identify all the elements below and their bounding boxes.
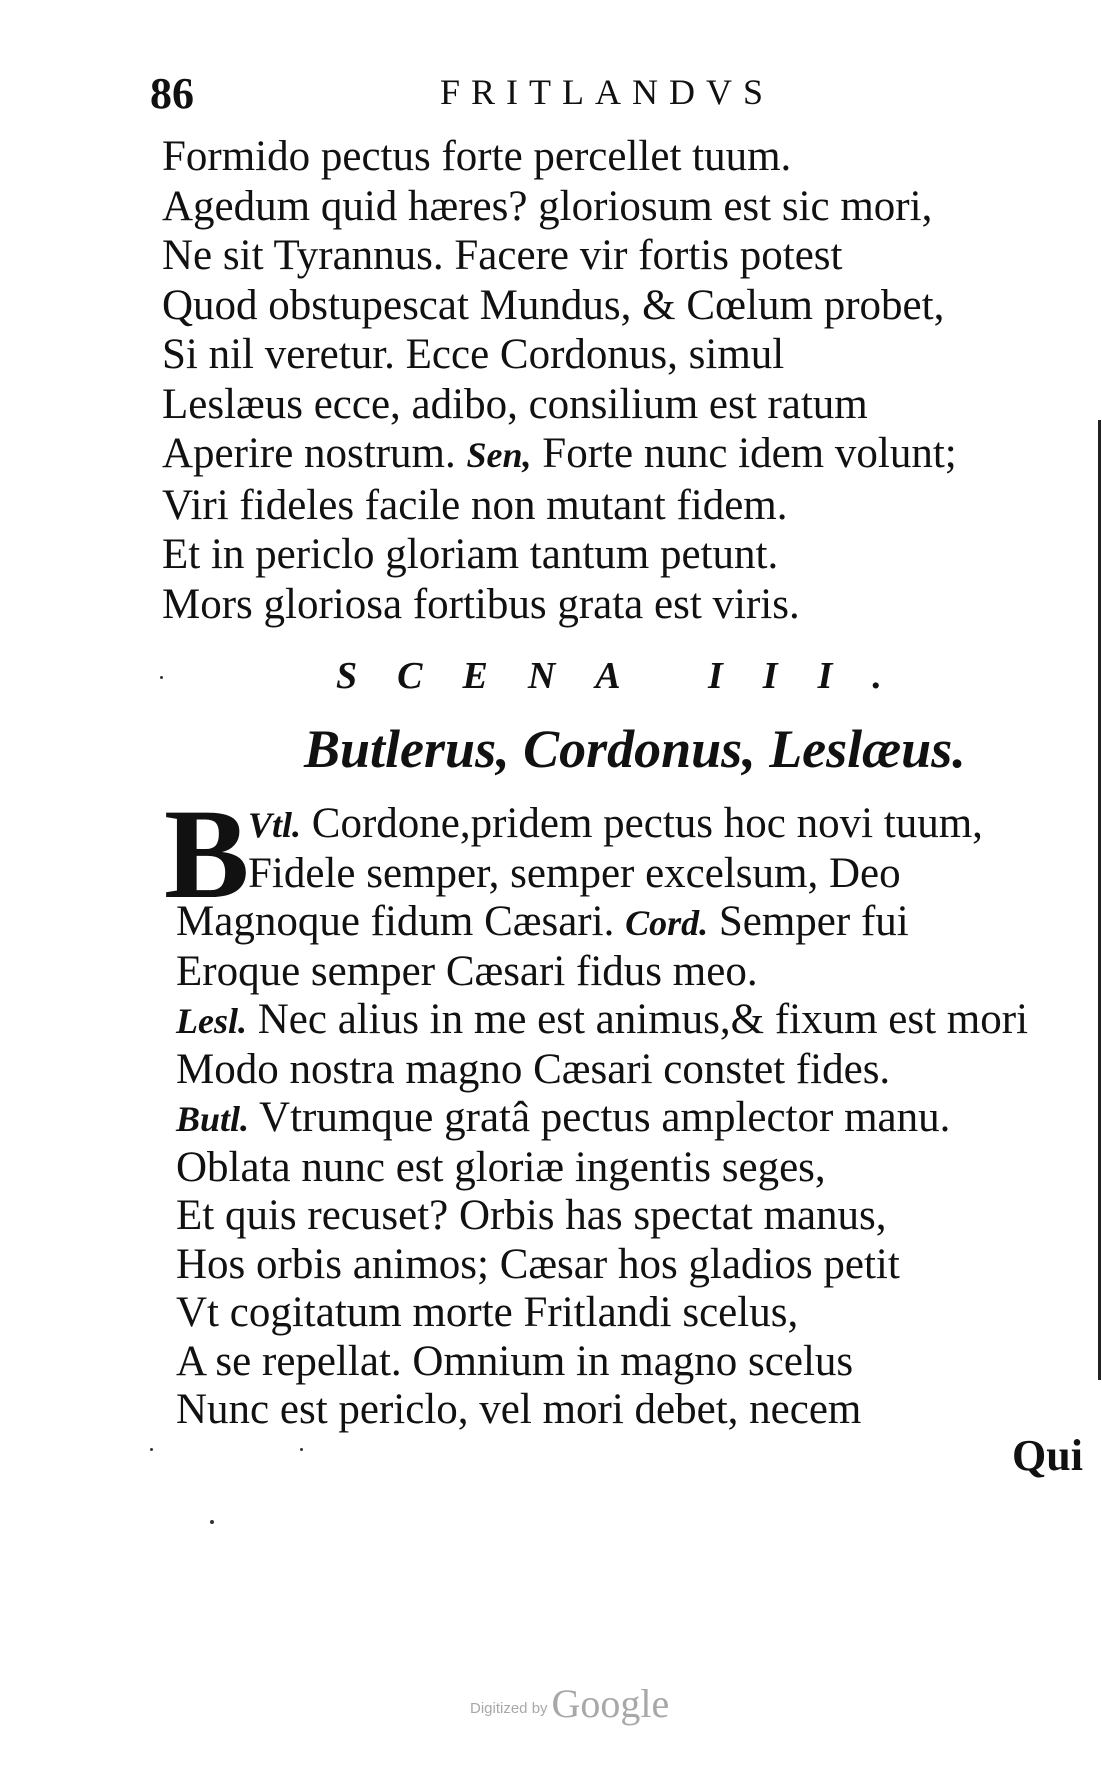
ink-speck — [150, 1448, 153, 1451]
verse-text: Semper fui — [708, 898, 909, 945]
verse-line: Agedum quid hæres? gloriosum est sic mori, — [162, 182, 933, 230]
scene-heading: SCENA III. — [336, 655, 922, 697]
speaker-label: Butl. — [176, 1099, 250, 1139]
verse-text: Forte nunc idem volunt; — [531, 430, 957, 477]
verse-line: Mors gloriosa fortibus grata est viris. — [162, 580, 800, 628]
dialogue-line: Vt cogitatum morte Fritlandi scelus, — [176, 1289, 799, 1336]
dialogue-line — [176, 800, 1028, 850]
verse-text: Cordone,pridem pectus hoc novi tuum, — [301, 800, 983, 847]
speaker-label: Vtl. — [248, 805, 302, 845]
dialogue-line — [176, 1094, 1028, 1144]
verse-text: Aperire nostrum. — [162, 430, 467, 477]
watermark-prefix: Digitized by — [470, 1700, 548, 1717]
speaker-label: Lesl. — [176, 1001, 247, 1041]
ink-speck — [160, 676, 163, 679]
dialogue-line: Hos orbis animos; Cæsar hos gladios petit — [176, 1240, 900, 1288]
dialogue-line: Modo nostra magno Cæsari constet fides. — [176, 1045, 891, 1093]
dialogue-line: Et quis recuset? Orbis has spectat manus, — [176, 1192, 887, 1239]
verse-line: Formido pectus forte percellet tuum. — [162, 133, 792, 180]
speaker-label: Sen, — [466, 435, 532, 475]
verse-line: Quod obstupescat Mundus, & Cœlum probet, — [162, 281, 945, 329]
running-title: FRITLANDVS — [440, 72, 775, 112]
dialogue-line — [176, 898, 1028, 948]
verse-line: Et in periclo gloriam tantum petunt. — [162, 531, 779, 578]
dialogue-line: Fidele semper, semper excelsum, Deo — [248, 849, 901, 897]
dialogue-block — [176, 800, 1028, 1435]
page-number: 86 — [150, 69, 194, 118]
verse-line: Si nil veretur. Ecce Cordonus, simul — [162, 331, 785, 378]
verse-line: Ne sit Tyrannus. Facere vir fortis potest — [162, 232, 843, 279]
dialogue-line: Oblata nunc est gloriæ ingentis seges, — [176, 1143, 826, 1191]
speaker-label: Cord. — [625, 903, 709, 943]
verse-text: Vtrumque gratâ pectus amplector manu. — [249, 1094, 951, 1141]
dialogue-line: A se repellat. Omnium in magno scelus — [176, 1337, 854, 1385]
verse-text: Nec alius in me est animus,& fixum est mori — [246, 996, 1029, 1043]
scene-characters: Butlerus, Cordonus, Leslæus. — [304, 719, 966, 779]
verse-block-top — [162, 132, 957, 629]
digitization-watermark — [470, 1680, 669, 1727]
ink-speck — [300, 1448, 303, 1451]
dialogue-line: Nunc est periclo, vel mori debet, necem — [176, 1386, 862, 1433]
dialogue-line: Eroque semper Cæsari fidus meo. — [176, 947, 758, 995]
drop-cap: B — [164, 783, 250, 925]
verse-line — [162, 429, 957, 481]
ink-speck — [210, 1520, 214, 1524]
verse-line: Leslæus ecce, adibo, consilium est ratum — [162, 380, 868, 428]
google-wordmark: Google — [551, 1681, 670, 1726]
catchword: Qui — [1012, 1431, 1083, 1480]
verse-text: Magnoque fidum Cæsari. — [176, 898, 626, 945]
page-edge-rule — [1098, 420, 1101, 1380]
verse-line: Viri fideles facile non mutant fidem. — [162, 481, 788, 529]
dialogue-line — [176, 996, 1028, 1046]
